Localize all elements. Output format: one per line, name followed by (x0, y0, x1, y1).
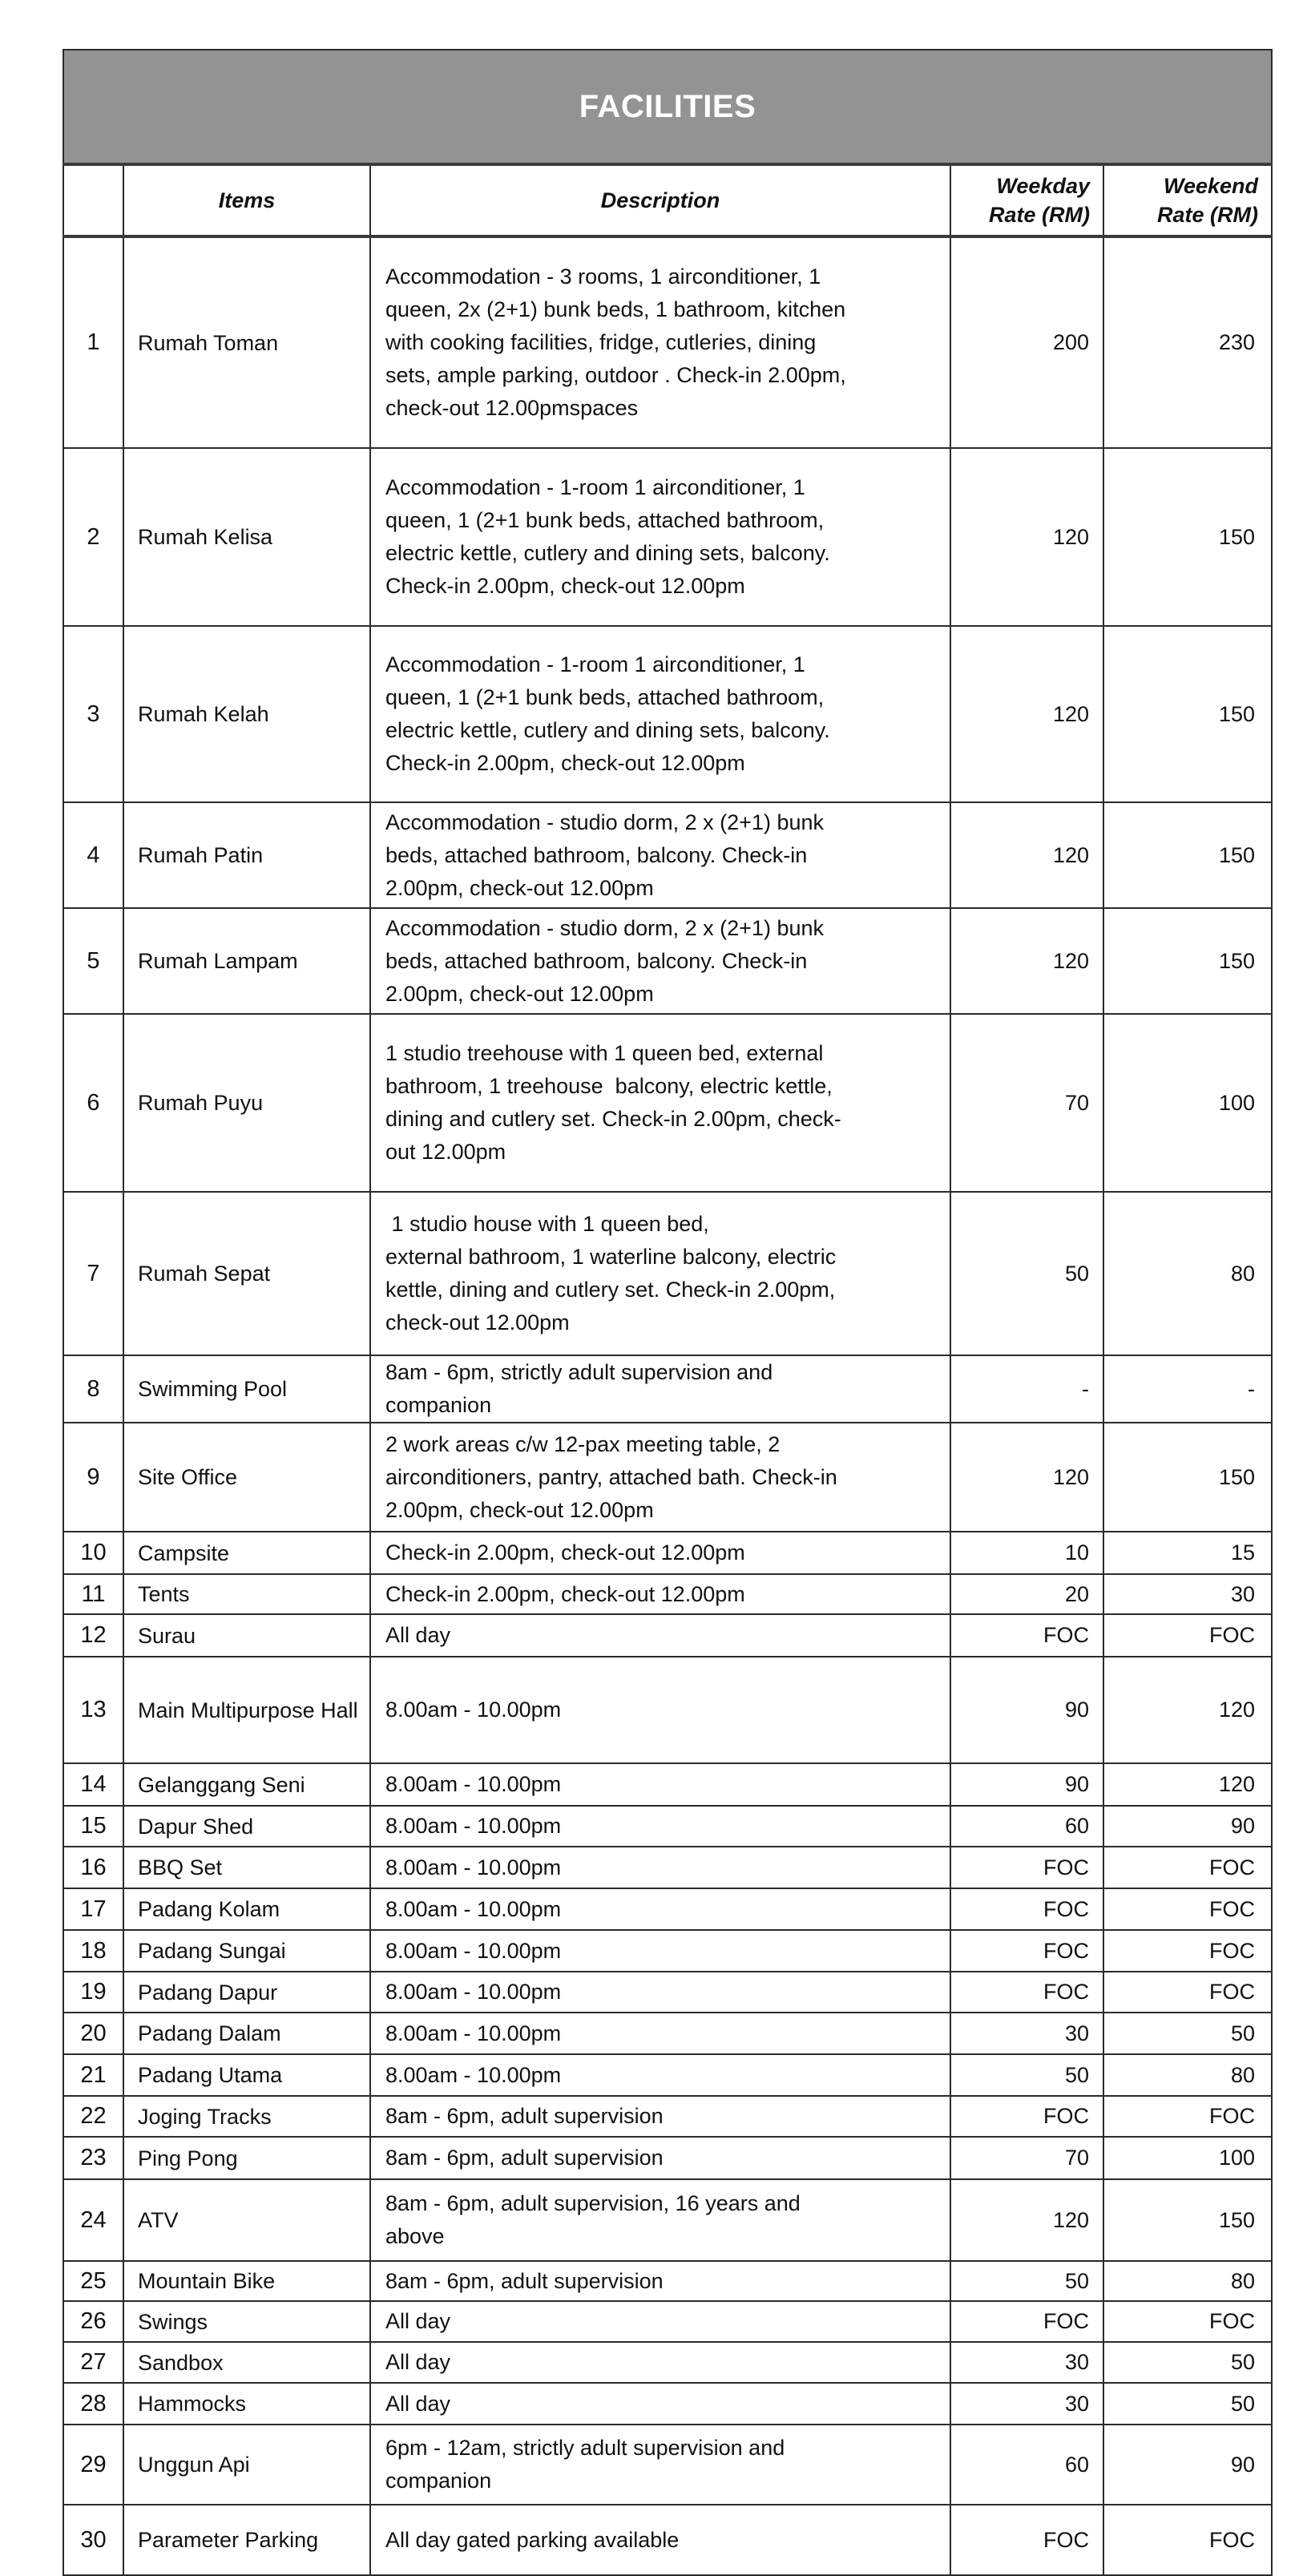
table-row (63, 2096, 1272, 2137)
description-line: 8.00am - 10.00pm (385, 1938, 562, 1963)
weekday-rate: 200 (950, 236, 1103, 448)
description-line: check-out 12.00pmspaces (385, 396, 639, 420)
row-number: 24 (63, 2179, 123, 2261)
table-row (63, 1657, 1272, 1763)
weekend-rate: 80 (1103, 2261, 1272, 2301)
description-line: beds, attached bathroom, balcony. Check-in (385, 948, 808, 973)
item-name: Padang Dalam (123, 2013, 370, 2054)
description-line: bathroom, 1 treehouse balcony, electric kettle, (385, 1074, 833, 1098)
weekend-rate: 150 (1103, 2179, 1272, 2261)
weekend-rate: 15 (1103, 1532, 1272, 1574)
row-number: 12 (63, 1614, 123, 1657)
item-description (370, 1763, 950, 1806)
weekend-rate: 90 (1103, 1806, 1272, 1847)
row-number: 13 (63, 1657, 123, 1763)
item-description (370, 236, 950, 448)
weekend-header-line2: Rate (RM) (1157, 203, 1258, 227)
title-row (63, 50, 1272, 164)
row-number: 5 (63, 908, 123, 1014)
description-line: companion (385, 1393, 492, 1417)
table-row (63, 1532, 1272, 1574)
table-row (63, 2425, 1272, 2505)
description-line: All day (385, 2391, 451, 2416)
item-description (370, 1014, 950, 1192)
description-line: 8.00am - 10.00pm (385, 2062, 562, 2087)
item-description (370, 1192, 950, 1355)
row-number: 4 (63, 802, 123, 908)
row-number: 6 (63, 1014, 123, 1192)
item-description (370, 1847, 950, 1888)
weekday-rate: 120 (950, 626, 1103, 802)
weekend-rate: 30 (1103, 1574, 1272, 1614)
item-description (370, 802, 950, 908)
table-row (63, 2261, 1272, 2301)
column-header-row (63, 164, 1272, 236)
weekend-rate: 150 (1103, 626, 1272, 802)
table-row (63, 1847, 1272, 1888)
row-number: 8 (63, 1355, 123, 1423)
description-line: electric kettle, cutlery and dining sets, balcony. (385, 541, 830, 565)
table-row (63, 1014, 1272, 1192)
row-number: 17 (63, 1888, 123, 1930)
item-name: Main Multipurpose Hall (123, 1657, 370, 1763)
weekend-rate: 80 (1103, 1192, 1272, 1355)
weekend-rate: 90 (1103, 2425, 1272, 2505)
table-row (63, 448, 1272, 626)
table-row (63, 1806, 1272, 1847)
table-row (63, 1423, 1272, 1532)
row-number: 21 (63, 2054, 123, 2096)
row-number: 25 (63, 2261, 123, 2301)
item-description (370, 2505, 950, 2575)
description-line: 6pm - 12am, strictly adult supervision and (385, 2436, 785, 2460)
weekday-rate: FOC (950, 1614, 1103, 1657)
table-row (63, 236, 1272, 448)
row-number: 29 (63, 2425, 123, 2505)
description-line: 1 studio treehouse with 1 queen bed, external (385, 1041, 824, 1065)
item-description (370, 908, 950, 1014)
weekday-rate: 120 (950, 2179, 1103, 2261)
description-line: 8.00am - 10.00pm (385, 1896, 562, 1921)
weekday-rate: 20 (950, 1574, 1103, 1614)
weekend-rate: 150 (1103, 448, 1272, 626)
row-number: 1 (63, 236, 123, 448)
weekday-rate: 70 (950, 2137, 1103, 2179)
item-description (370, 2096, 950, 2137)
weekend-rate: 120 (1103, 1763, 1272, 1806)
weekend-header-line1: Weekend (1163, 174, 1258, 198)
item-description (370, 1972, 950, 2013)
row-number: 22 (63, 2096, 123, 2137)
description-line: Accommodation - 3 rooms, 1 airconditioner, 1 (385, 264, 821, 289)
row-number: 14 (63, 1763, 123, 1806)
item-name: Campsite (123, 1532, 370, 1574)
item-name: Surau (123, 1614, 370, 1657)
row-number: 11 (63, 1574, 123, 1614)
description-line: All day (385, 2350, 451, 2374)
table-row (63, 2505, 1272, 2575)
item-description (370, 1888, 950, 1930)
description-line: check-out 12.00pm (385, 1310, 570, 1334)
item-description (370, 2179, 950, 2261)
column-header-no (63, 164, 123, 236)
weekend-rate: 150 (1103, 1423, 1272, 1532)
weekend-rate: - (1103, 1355, 1272, 1423)
item-name: BBQ Set (123, 1847, 370, 1888)
table-body (63, 236, 1272, 2575)
table-row (63, 2137, 1272, 2179)
table-row (63, 2301, 1272, 2342)
description-line: 8.00am - 10.00pm (385, 2021, 562, 2045)
item-name: Mountain Bike (123, 2261, 370, 2301)
table-row (63, 802, 1272, 908)
table-row (63, 1930, 1272, 1972)
item-name: Rumah Kelisa (123, 448, 370, 626)
table-row (63, 2383, 1272, 2425)
weekday-rate: 30 (950, 2383, 1103, 2425)
weekend-rate: 120 (1103, 1657, 1272, 1763)
description-line: beds, attached bathroom, balcony. Check-in (385, 842, 808, 867)
description-line: companion (385, 2469, 492, 2493)
item-name: Padang Utama (123, 2054, 370, 2096)
description-line: 8.00am - 10.00pm (385, 1814, 562, 1838)
item-description (370, 1806, 950, 1847)
row-number: 16 (63, 1847, 123, 1888)
item-name: Site Office (123, 1423, 370, 1532)
row-number: 28 (63, 2383, 123, 2425)
row-number: 19 (63, 1972, 123, 2013)
item-name: Rumah Patin (123, 802, 370, 908)
item-description (370, 2301, 950, 2342)
description-line: 8am - 6pm, strictly adult supervision and (385, 1360, 773, 1384)
item-description (370, 2425, 950, 2505)
weekend-rate: FOC (1103, 2505, 1272, 2575)
description-line: dining and cutlery set. Check-in 2.00pm, check- (385, 1107, 841, 1131)
item-description (370, 1574, 950, 1614)
weekday-header-line1: Weekday (996, 174, 1090, 198)
description-line: airconditioners, pantry, attached bath. Check-in (385, 1464, 837, 1489)
row-number: 9 (63, 1423, 123, 1532)
item-name: Swings (123, 2301, 370, 2342)
table-row (63, 1614, 1272, 1657)
weekday-rate: 50 (950, 2054, 1103, 2096)
weekend-rate: FOC (1103, 1888, 1272, 1930)
item-name: Rumah Toman (123, 236, 370, 448)
item-name: Padang Sungai (123, 1930, 370, 1972)
item-description (370, 1423, 950, 1532)
row-number: 2 (63, 448, 123, 626)
description-line: Check-in 2.00pm, check-out 12.00pm (385, 1540, 745, 1565)
weekday-rate: 50 (950, 1192, 1103, 1355)
weekend-rate: FOC (1103, 2301, 1272, 2342)
description-line: 8am - 6pm, adult supervision, 16 years and (385, 2191, 801, 2215)
description-line: All day gated parking available (385, 2527, 680, 2552)
description-line: Accommodation - 1-room 1 airconditioner, 1 (385, 652, 805, 676)
weekend-rate: 50 (1103, 2342, 1272, 2383)
item-description (370, 2261, 950, 2301)
weekend-rate: 80 (1103, 2054, 1272, 2096)
item-description (370, 2054, 950, 2096)
weekday-rate: 90 (950, 1763, 1103, 1806)
table-row (63, 2054, 1272, 2096)
item-description (370, 2013, 950, 2054)
row-number: 7 (63, 1192, 123, 1355)
description-line: 2.00pm, check-out 12.00pm (385, 875, 654, 900)
weekday-rate: 120 (950, 448, 1103, 626)
item-description (370, 2342, 950, 2383)
weekday-rate: 120 (950, 802, 1103, 908)
description-line: electric kettle, cutlery and dining sets, balcony. (385, 718, 830, 742)
item-name: Rumah Kelah (123, 626, 370, 802)
row-number: 15 (63, 1806, 123, 1847)
weekday-rate: 60 (950, 2425, 1103, 2505)
item-name: Tents (123, 1574, 370, 1614)
row-number: 23 (63, 2137, 123, 2179)
item-description (370, 1614, 950, 1657)
item-name: Hammocks (123, 2383, 370, 2425)
item-description (370, 1930, 950, 1972)
description-line: above (385, 2224, 445, 2248)
description-line: queen, 1 (2+1 bunk beds, attached bathroom, (385, 508, 825, 532)
weekday-rate: 50 (950, 2261, 1103, 2301)
weekday-rate: 10 (950, 1532, 1103, 1574)
item-description (370, 2137, 950, 2179)
description-line: 8.00am - 10.00pm (385, 1980, 562, 2004)
weekend-rate: 230 (1103, 236, 1272, 448)
description-line: 8.00am - 10.00pm (385, 1772, 562, 1796)
item-name: Unggun Api (123, 2425, 370, 2505)
weekend-rate: 150 (1103, 802, 1272, 908)
weekday-rate: FOC (950, 2505, 1103, 2575)
row-number: 26 (63, 2301, 123, 2342)
item-description (370, 1657, 950, 1763)
description-line: kettle, dining and cutlery set. Check-in 2.00pm, (385, 1278, 836, 1302)
item-name: Padang Kolam (123, 1888, 370, 1930)
table-row (63, 1192, 1272, 1355)
item-description (370, 626, 950, 802)
weekday-rate: FOC (950, 2301, 1103, 2342)
item-description (370, 1355, 950, 1423)
item-name: Joging Tracks (123, 2096, 370, 2137)
table-row (63, 908, 1272, 1014)
weekday-rate: 120 (950, 908, 1103, 1014)
table-row (63, 1888, 1272, 1930)
item-description (370, 1532, 950, 1574)
table-title: FACILITIES (63, 50, 1272, 164)
row-number: 3 (63, 626, 123, 802)
description-line: Accommodation - studio dorm, 2 x (2+1) bunk (385, 915, 825, 940)
description-line: Check-in 2.00pm, check-out 12.00pm (385, 751, 745, 775)
item-name: Sandbox (123, 2342, 370, 2383)
weekend-rate: 100 (1103, 1014, 1272, 1192)
item-description (370, 448, 950, 626)
table-row (63, 1574, 1272, 1614)
table-row (63, 2013, 1272, 2054)
description-line: 8.00am - 10.00pm (385, 1855, 562, 1880)
weekend-rate: FOC (1103, 1847, 1272, 1888)
description-line: 2 work areas c/w 12-pax meeting table, 2 (385, 1431, 781, 1456)
weekend-rate: 150 (1103, 908, 1272, 1014)
table-row (63, 2179, 1272, 2261)
description-line: All day (385, 2309, 451, 2333)
description-line: external bathroom, 1 waterline balcony, electric (385, 1245, 837, 1269)
row-number: 18 (63, 1930, 123, 1972)
description-line: queen, 2x (2+1) bunk beds, 1 bathroom, kitchen (385, 297, 846, 321)
description-line: 2.00pm, check-out 12.00pm (385, 1497, 654, 1522)
description-line: 2.00pm, check-out 12.00pm (385, 981, 654, 1006)
weekend-rate: FOC (1103, 2096, 1272, 2137)
weekend-rate: FOC (1103, 1614, 1272, 1657)
weekday-rate: FOC (950, 1972, 1103, 2013)
description-line: 8am - 6pm, adult supervision (385, 2104, 664, 2128)
description-line: out 12.00pm (385, 1140, 506, 1164)
weekend-rate: 50 (1103, 2013, 1272, 2054)
weekend-rate: 100 (1103, 2137, 1272, 2179)
description-line: All day (385, 1623, 451, 1647)
description-line: 8am - 6pm, adult supervision (385, 2146, 664, 2170)
description-line: sets, ample parking, outdoor . Check-in 2.00pm, (385, 363, 846, 387)
weekday-rate: 30 (950, 2342, 1103, 2383)
item-name: Ping Pong (123, 2137, 370, 2179)
weekend-rate: 50 (1103, 2383, 1272, 2425)
weekday-rate: 70 (950, 1014, 1103, 1192)
weekday-rate: FOC (950, 1847, 1103, 1888)
description-line: 8am - 6pm, adult supervision (385, 2268, 664, 2293)
table-row (63, 1972, 1272, 2013)
item-name: Rumah Puyu (123, 1014, 370, 1192)
table-row (63, 2342, 1272, 2383)
item-description (370, 2383, 950, 2425)
description-line: Check-in 2.00pm, check-out 12.00pm (385, 1581, 745, 1606)
item-name: ATV (123, 2179, 370, 2261)
weekday-rate: FOC (950, 1888, 1103, 1930)
weekday-rate: FOC (950, 1930, 1103, 1972)
description-line: Accommodation - studio dorm, 2 x (2+1) bunk (385, 810, 825, 834)
column-header-weekend-rate (1103, 164, 1272, 236)
table-row (63, 1763, 1272, 1806)
weekday-header-line2: Rate (RM) (989, 203, 1090, 227)
item-name: Rumah Sepat (123, 1192, 370, 1355)
item-name: Rumah Lampam (123, 908, 370, 1014)
weekday-rate: 90 (950, 1657, 1103, 1763)
row-number: 10 (63, 1532, 123, 1574)
column-header-description: Description (370, 164, 950, 236)
description-line: Check-in 2.00pm, check-out 12.00pm (385, 574, 745, 598)
item-name: Dapur Shed (123, 1806, 370, 1847)
facilities-table-container (63, 49, 1271, 2576)
item-name: Gelanggang Seni (123, 1763, 370, 1806)
column-header-items: Items (123, 164, 370, 236)
item-name: Parameter Parking (123, 2505, 370, 2575)
facilities-table (63, 49, 1273, 2576)
row-number: 27 (63, 2342, 123, 2383)
description-line: 8.00am - 10.00pm (385, 1698, 562, 1722)
weekend-rate: FOC (1103, 1930, 1272, 1972)
weekday-rate: 120 (950, 1423, 1103, 1532)
weekday-rate: FOC (950, 2096, 1103, 2137)
weekend-rate: FOC (1103, 1972, 1272, 2013)
weekday-rate: 30 (950, 2013, 1103, 2054)
table-row (63, 626, 1272, 802)
table-row (63, 1355, 1272, 1423)
row-number: 20 (63, 2013, 123, 2054)
weekday-rate: 60 (950, 1806, 1103, 1847)
description-line: with cooking facilities, fridge, cutleries, dining (385, 330, 817, 354)
row-number: 30 (63, 2505, 123, 2575)
weekday-rate: - (950, 1355, 1103, 1423)
description-line: Accommodation - 1-room 1 airconditioner, 1 (385, 475, 805, 499)
description-line: queen, 1 (2+1 bunk beds, attached bathroom, (385, 685, 825, 709)
description-line: 1 studio house with 1 queen bed, (385, 1212, 709, 1236)
column-header-weekday-rate (950, 164, 1103, 236)
item-name: Padang Dapur (123, 1972, 370, 2013)
item-name: Swimming Pool (123, 1355, 370, 1423)
